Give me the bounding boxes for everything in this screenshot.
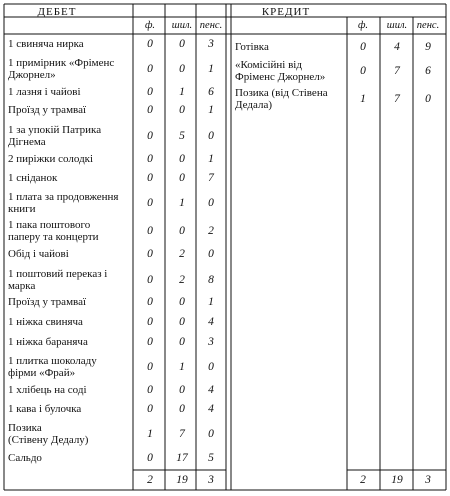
debit-pounds-value: 0 <box>147 225 153 237</box>
debit-pounds-value: 1 <box>147 428 153 440</box>
debit-row-label: Проїзд у трамваї <box>8 104 87 116</box>
debit-shillings-value: 7 <box>179 428 185 440</box>
debit-pence-value: 1 <box>208 104 214 116</box>
credit-title: КРЕДИТ <box>261 6 311 18</box>
debit-row-label: 1 плитка шоколаду фірми «Фрай» <box>8 355 97 379</box>
credit-pounds-value: 1 <box>360 93 366 105</box>
credit-row-label: Позика (від Стівена Дедала) <box>235 87 328 111</box>
debit-pence-value: 6 <box>208 86 214 98</box>
debit-pounds-value: 0 <box>147 361 153 373</box>
debit-shillings-value: 1 <box>179 86 185 98</box>
debit-shillings-value: 0 <box>179 172 185 184</box>
debit-row-label: Позика (Стівену Дедалу) <box>8 422 89 446</box>
debit-row-label: 1 за упокій Патрика Дігнема <box>8 124 102 148</box>
debit-row-label: 2 пиріжки солодкі <box>8 153 94 165</box>
debit-pence-value: 4 <box>208 384 214 396</box>
debit-pounds-value: 0 <box>147 104 153 116</box>
debit-shillings-value: 1 <box>179 361 185 373</box>
debit-pounds-value: 0 <box>147 296 153 308</box>
debit-row-label: 1 пака поштового паперу та концерти <box>8 219 99 243</box>
debit-shillings-value: 2 <box>179 248 185 260</box>
credit-rows <box>235 41 431 111</box>
debit-shillings-value: 5 <box>179 130 185 142</box>
debit-pounds-value: 0 <box>147 336 153 348</box>
credit-pence-value: 6 <box>425 65 431 77</box>
debit-row-label: Проїзд у трамваї <box>8 296 87 308</box>
debit-row-label: 1 свиняча нирка <box>8 38 84 50</box>
debit-row-label: 1 примірник «Фріменс Джорнел» <box>8 57 115 81</box>
debit-pounds-value: 0 <box>147 403 153 415</box>
debit-row-label: 1 ніжка свиняча <box>8 316 83 328</box>
debit-pence-value: 4 <box>208 403 214 415</box>
credit-row-label: «Комісійні від Фріменс Джорнел» <box>235 59 326 83</box>
debit-pounds-value: 0 <box>147 130 153 142</box>
debit-row-label: 1 сніданок <box>8 172 58 184</box>
debit-pounds-value: 0 <box>147 172 153 184</box>
table-grid <box>4 4 446 490</box>
credit-shillings-value: 7 <box>394 65 400 77</box>
debit-total-pounds: 2 <box>147 474 153 486</box>
credit-pence-value: 0 <box>425 93 431 105</box>
debit-pence-value: 8 <box>208 274 214 286</box>
credit-pounds-value: 0 <box>360 41 366 53</box>
credit-total-pence: 3 <box>425 474 431 486</box>
debit-pounds-value: 0 <box>147 248 153 260</box>
debit-pence-value: 1 <box>208 153 214 165</box>
credit-pence-header: пенс. <box>416 20 440 31</box>
debit-pounds-header: ф. <box>144 20 156 31</box>
debit-pence-value: 0 <box>208 248 214 260</box>
credit-pounds-header: ф. <box>357 20 369 31</box>
totals-row <box>147 474 431 486</box>
debit-title: ДЕБЕТ <box>37 6 77 18</box>
debit-shillings-value: 0 <box>179 225 185 237</box>
debit-pence-value: 3 <box>208 336 214 348</box>
debit-pence-header: пенс. <box>199 20 223 31</box>
debit-total-shillings: 19 <box>176 474 188 486</box>
credit-row-label: Готівка <box>235 41 269 53</box>
debit-pence-value: 2 <box>208 225 214 237</box>
debit-pence-value: 0 <box>208 428 214 440</box>
debit-shillings-value: 0 <box>179 104 185 116</box>
debit-rows <box>8 38 215 464</box>
debit-pence-value: 0 <box>208 130 214 142</box>
credit-pence-value: 9 <box>425 41 431 53</box>
debit-pounds-value: 0 <box>147 63 153 75</box>
debit-shillings-value: 0 <box>179 296 185 308</box>
debit-row-label: 1 поштовий переказ і марка <box>8 268 108 292</box>
debit-pence-value: 0 <box>208 197 214 209</box>
debit-shillings-value: 0 <box>179 63 185 75</box>
debit-row-label: 1 хлібець на соді <box>8 384 87 396</box>
debit-shillings-value: 0 <box>179 153 185 165</box>
debit-shillings-value: 0 <box>179 316 185 328</box>
debit-shillings-value: 0 <box>179 403 185 415</box>
credit-shillings-value: 7 <box>394 93 400 105</box>
debit-pounds-value: 0 <box>147 153 153 165</box>
debit-shillings-value: 2 <box>179 274 185 286</box>
debit-pounds-value: 0 <box>147 38 153 50</box>
debit-row-label: 1 плата за продовження книги <box>8 191 119 215</box>
debit-pence-value: 5 <box>208 452 214 464</box>
credit-shillings-header: шил. <box>386 20 408 31</box>
debit-row-label: 1 кава і булочка <box>8 403 82 415</box>
debit-shillings-value: 0 <box>179 384 185 396</box>
debit-pence-value: 1 <box>208 296 214 308</box>
debit-pence-value: 3 <box>208 38 214 50</box>
debit-pounds-value: 0 <box>147 316 153 328</box>
debit-pounds-value: 0 <box>147 86 153 98</box>
credit-total-shillings: 19 <box>391 474 403 486</box>
debit-pounds-value: 0 <box>147 452 153 464</box>
debit-pence-value: 4 <box>208 316 214 328</box>
debit-pounds-value: 0 <box>147 384 153 396</box>
debit-row-label: 1 лазня і чайові <box>8 86 81 98</box>
debit-shillings-value: 0 <box>179 336 185 348</box>
debit-shillings-value: 1 <box>179 197 185 209</box>
debit-row-label: 1 ніжка бараняча <box>8 336 88 348</box>
debit-row-label: Сальдо <box>8 452 42 464</box>
debit-pence-value: 7 <box>208 172 214 184</box>
debit-shillings-value: 17 <box>176 452 188 464</box>
debit-total-pence: 3 <box>208 474 214 486</box>
credit-total-pounds: 2 <box>360 474 366 486</box>
debit-pence-value: 1 <box>208 63 214 75</box>
debit-pounds-value: 0 <box>147 274 153 286</box>
debit-row-label: Обід і чайові <box>8 248 69 260</box>
debit-shillings-header: шил. <box>171 20 193 31</box>
credit-pounds-value: 0 <box>360 65 366 77</box>
debit-pounds-value: 0 <box>147 197 153 209</box>
debit-pence-value: 0 <box>208 361 214 373</box>
credit-shillings-value: 4 <box>394 41 400 53</box>
debit-shillings-value: 0 <box>179 38 185 50</box>
